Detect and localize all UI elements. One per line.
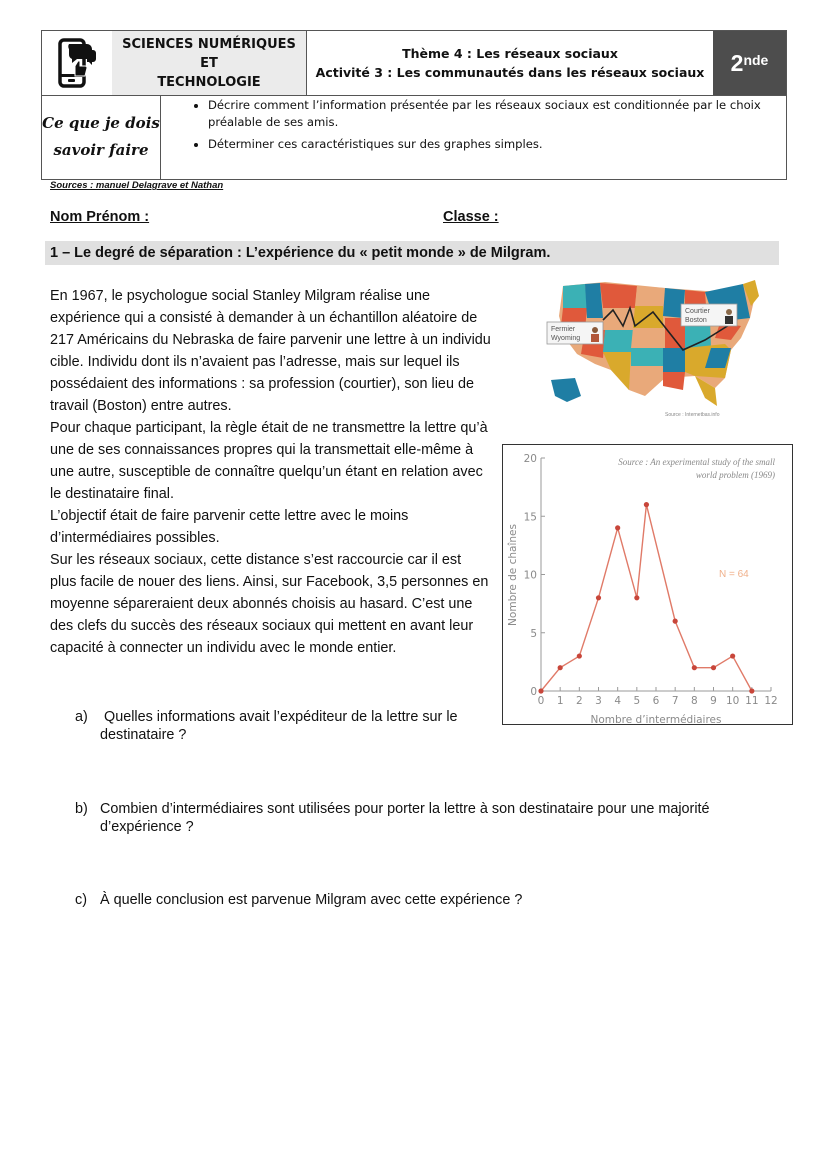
skills-heading — [42, 95, 161, 179]
question-text: Quelles informations avait l’expéditeur de la lettre sur le — [100, 709, 458, 725]
farmer-avatar-icon — [592, 327, 598, 333]
class-label: Classe : — [443, 209, 499, 225]
y-tick-label: 0 — [530, 686, 537, 698]
header-table — [41, 30, 787, 180]
x-tick-label: 12 — [764, 695, 778, 707]
x-tick-label: 8 — [690, 695, 698, 707]
theme-cell — [306, 31, 714, 95]
header-row — [42, 31, 786, 96]
question-text: Combien d’intermédiaires sont utilisées pour porter la lettre à son destinataire pour une majorité — [100, 801, 710, 817]
data-point — [692, 665, 697, 670]
x-tick-label: 7 — [671, 695, 679, 707]
y-tick-label: 15 — [523, 511, 537, 524]
usa-map-image — [545, 278, 767, 423]
level-suffix: nde — [743, 52, 769, 68]
x-tick-label: 0 — [537, 695, 545, 707]
y-tick-label: 20 — [523, 453, 537, 465]
skills-heading-line-2: savoir faire — [53, 141, 149, 159]
skills-row — [42, 95, 786, 181]
chart-source-line-2: world problem (1969) — [695, 470, 775, 480]
series-line — [541, 505, 752, 691]
section-heading: 1 – Le degré de séparation : L’expérience du « petit monde » de Milgram. — [45, 241, 779, 265]
subject-title — [112, 31, 307, 95]
skill-item: • Décrire comment l’information présentée par les réseaux sociaux est conditionnée par le choix préalable de ses amis. — [208, 97, 776, 131]
theme-title: Thème 4 : Les réseaux sociaux — [402, 46, 618, 61]
paragraph: En 1967, le psychologue social Stanley Milgram réalise une expérience qui a consisté à demander à un échantillon aléatoire de 217 Américains du Nebraska de faire parvenir une lettre à un individu cible. Individu dont ils n’avaient pas l’adresse, mais sur lequel ils possédaient des informations : sa profession (courtier), son lieu de travail (Boston) entre autres. — [50, 288, 491, 414]
level-badge — [713, 31, 786, 95]
question-text-cont: destinataire ? — [100, 727, 187, 743]
usa-map-drawing — [545, 278, 767, 423]
data-point — [538, 688, 543, 693]
data-point — [577, 653, 582, 658]
chart-y-label: Nombre de chaînes — [507, 524, 519, 626]
x-tick-label: 4 — [614, 695, 622, 707]
x-tick-label: 2 — [575, 695, 583, 707]
sources-note: Sources : manuel Delagrave et Nathan — [50, 180, 224, 191]
paragraph: Pour chaque participant, la règle était de ne transmettre la lettre qu’à une de ses connaissances propres qui la transmettait elle-même à une autre, susceptible de connaître quelqu’un étant en relation avec le destinataire final. — [50, 420, 488, 502]
data-point — [673, 619, 678, 624]
paragraph: Sur les réseaux sociaux, cette distance s’est raccourcie car il est plus facile de nouer des liens. Ainsi, sur Facebook, 3,5 personnes en moyenne sépareraient deux abonnés choisis au hasard. C’est une des clefs du succès des réseaux sociaux qui mettent en avant leur capacité à connecter un individu avec le monde entier. — [50, 552, 489, 656]
data-point — [634, 595, 639, 600]
chart-x-label: Nombre d’intermédiaires — [590, 714, 722, 726]
end-label-line1: Courtier — [685, 308, 710, 315]
data-point — [644, 502, 649, 507]
broker-avatar-icon — [726, 309, 732, 315]
skills-list — [160, 95, 786, 158]
data-point — [615, 525, 620, 530]
skill-item: • Déterminer ces caractéristiques sur des graphes simples. — [208, 136, 776, 153]
data-point — [730, 653, 735, 658]
chart-source-line-1: Source : An experimental study of the small — [618, 457, 775, 467]
logo-cell — [42, 31, 113, 95]
data-point — [749, 688, 754, 693]
question-a — [75, 708, 458, 744]
x-tick-label: 11 — [745, 695, 759, 707]
question-label: b) — [75, 801, 88, 817]
x-tick-label: 1 — [556, 695, 564, 707]
end-label-line2: Boston — [685, 317, 707, 324]
x-tick-label: 5 — [633, 695, 641, 707]
question-text-cont: d’expérience ? — [100, 819, 194, 835]
x-tick-label: 6 — [652, 695, 660, 707]
phone-social-like-icon — [57, 36, 97, 90]
x-tick-label: 3 — [595, 695, 602, 707]
start-label-line1: Fermier — [551, 326, 576, 333]
chart-svg — [503, 445, 794, 726]
skills-heading-line-1: Ce que je dois — [42, 114, 160, 132]
x-tick-label: 10 — [725, 695, 740, 707]
name-label: Nom Prénom : — [50, 209, 150, 225]
end-label-box — [681, 304, 737, 326]
activity-title: Activité 3 : Les communautés dans les réseaux sociaux — [315, 65, 705, 80]
question-c — [75, 891, 522, 909]
milgram-chart — [502, 444, 793, 725]
y-tick-label: 10 — [523, 569, 537, 582]
y-tick-label: 5 — [530, 627, 537, 640]
chart-annotation: N = 64 — [719, 569, 749, 580]
question-text: À quelle conclusion est parvenue Milgram avec cette expérience ? — [100, 892, 523, 908]
data-point — [558, 665, 563, 670]
data-point — [711, 665, 716, 670]
level-number: 2 — [730, 49, 744, 76]
subject-line-1: SCIENCES NUMÉRIQUES ET — [122, 36, 296, 71]
question-label: a) — [75, 709, 88, 725]
data-point — [596, 595, 601, 600]
intro-text — [50, 285, 495, 659]
paragraph: L’objectif était de faire parvenir cette lettre avec le moins d’intermédiaires possibles. — [50, 508, 409, 546]
question-b — [75, 800, 710, 836]
map-source: Source : Internetbas.info — [665, 412, 720, 418]
question-label: c) — [75, 892, 87, 908]
start-label-box — [547, 322, 603, 344]
x-tick-label: 9 — [710, 695, 717, 707]
subject-line-2: TECHNOLOGIE — [157, 74, 261, 90]
start-label-line2: Wyoming — [551, 335, 581, 342]
chart-marks — [538, 502, 754, 694]
